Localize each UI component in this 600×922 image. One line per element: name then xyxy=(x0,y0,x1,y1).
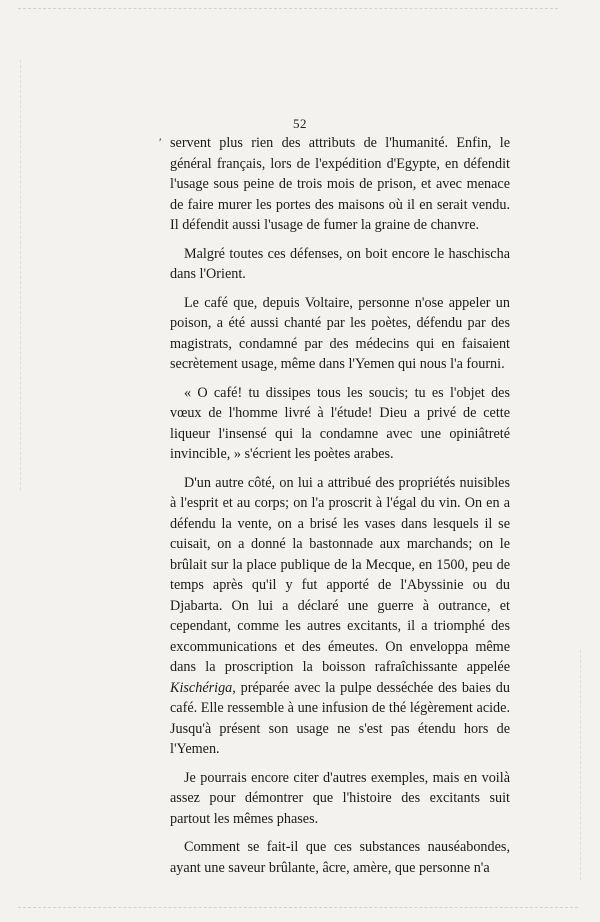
paragraph: « O café! tu dissipes tous les soucis; tu es l'objet des vœux de l'homme livré à l'étude! Dieu a privé de cette liqueur l'insensé qui la condamne avec une opiniâtreté invincible, » s'écrient les poètes arabes. xyxy=(170,384,510,462)
paragraph: Le café que, depuis Voltaire, personne n'ose appeler un poison, a été aussi chanté par les poètes, défendu par des magistrats, condamné par des médecins qui en faisaient secrètement usage, même dans l'Yemen qui nous l'a fourni. xyxy=(170,294,510,372)
paragraph: servent plus rien des attributs de l'humanité. Enfin, le général français, lors de l'expédition d'Egypte, en défendit l'usage sous peine de trois mois de prison, et avec menace de faire murer les portes des maisons où il en serait vendu. Il défendit aussi l'usage de fumer la graine de chanvre. xyxy=(170,135,510,233)
bottom-edge-line xyxy=(18,907,578,908)
right-edge-line xyxy=(580,650,581,880)
paragraph: Je pourrais encore citer d'autres exemples, mais en voilà assez pour démontrer que l'histoire des excitants suit partout les mêmes phases. xyxy=(170,769,510,827)
paragraph: Malgré toutes ces défenses, on boit encore le haschischa dans l'Orient. xyxy=(170,245,510,282)
italic-term: Kischériga xyxy=(170,679,233,696)
paragraph xyxy=(170,473,510,760)
paragraph-part: , préparée avec la pulpe desséchée des baies du café. Elle ressemble à une infusion de thé légèrement acide. Jusqu'à présent son usage ne s'est pas étendu hors de l'Yemen. xyxy=(170,679,510,757)
body-text xyxy=(170,133,510,886)
paragraph-part: D'un autre côté, on lui a attribué des propriétés nuisibles à l'esprit et au corps; on l'a proscrit à l'égal du vin. On en a défendu la vente, on a brisé les vases dans lesquels il se cuisait, on a donné la bastonnade aux marchands; on le brûlait sur la place publique de la Mecque, en 1500, peu de temps après qu'il y fut apporté de l'Abyssinie ou du Djabarta. On lui a déclaré une guerre à outrance, et cependant, comme les autres excitants, il a triomphé des excommunications et des émeutes. On enveloppa même dans la proscription la boisson rafraîchissante appelée xyxy=(170,474,510,675)
top-edge-line xyxy=(18,8,558,9)
paragraph: Comment se fait-il que ces substances nauséabondes, ayant une saveur brûlante, âcre, amère, que personne n'a xyxy=(170,839,510,876)
continuation-mark: ′ xyxy=(159,135,162,149)
page-number: 52 xyxy=(293,116,307,131)
